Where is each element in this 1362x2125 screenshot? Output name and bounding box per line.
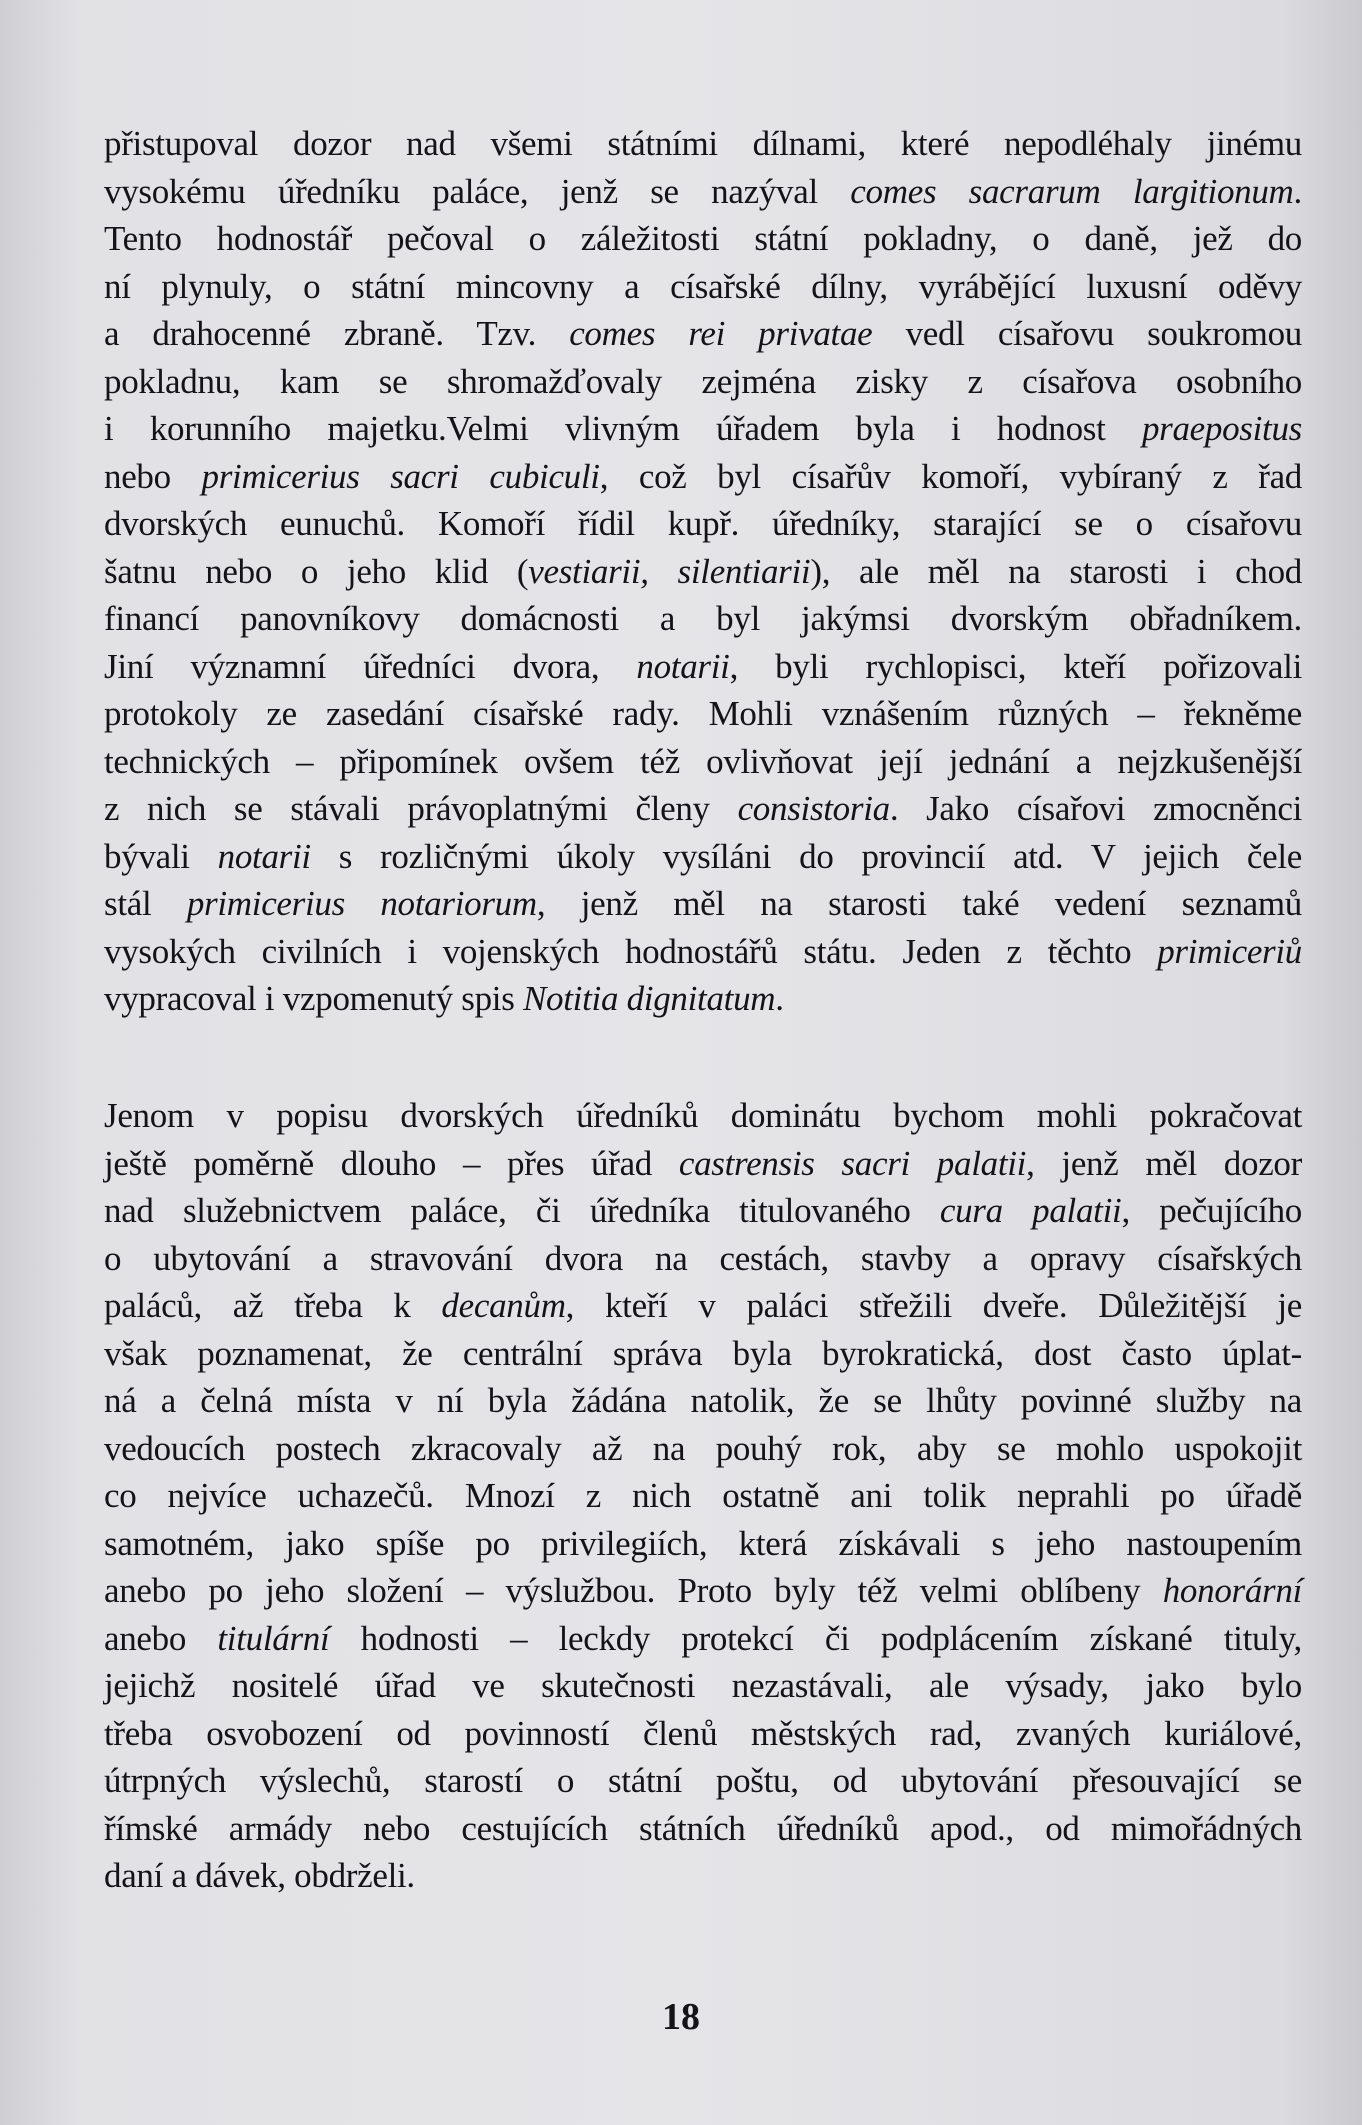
text-line [104,1092,1302,1140]
text-line [104,880,1302,928]
text-segment: pokladnu, kam se shromažďovaly zejména zisky z císařova osobního [104,361,1302,401]
text-segment: stál [104,884,187,923]
italic-term: Notitia dignitatum [523,979,776,1018]
text-segment: dvorských eunuchů. Komoří řídil kupř. úředníky, starající se o císařovu [104,504,1302,543]
text-line [104,310,1302,358]
italic-term: comes rei privatae [569,314,873,353]
text-segment: jejichž nositelé úřad ve skutečnosti nezastávali, ale výsady, jako bylo [104,1666,1302,1705]
italic-term: cura palatii [939,1191,1122,1230]
text-line [104,1187,1302,1235]
italic-term: titulární [217,1618,330,1658]
text-line [104,1425,1302,1473]
text-line [104,643,1302,691]
text-segment: římské armády nebo cestujících státních úředníků apod., od mimořádných [104,1808,1302,1848]
text-segment: z nich se stávali právoplatnými členy [104,789,738,828]
italic-term: castrensis sacri palatii [678,1143,1027,1183]
italic-term: decanům [441,1286,566,1325]
text-segment: šatnu nebo o jeho klid ( [104,551,529,591]
text-line [104,548,1302,596]
text-segment: vedoucích postech zkracovaly až na pouhý rok, aby se mohlo uspokojit [104,1428,1302,1468]
text-line [104,453,1302,501]
text-line [104,595,1302,643]
text-segment: technických – připomínek ovšem též ovlivňovat její jednání a nejzkušenější [104,741,1302,781]
text-line [104,1377,1302,1425]
italic-term: comes sacrarum largitionum [850,171,1294,211]
italic-term: primicerius sacri cubiculi [201,456,600,496]
text-segment: . [775,979,784,1018]
text-line [104,358,1302,406]
text-segment: ), ale měl na starosti i chod [810,551,1302,591]
page-number: 18 [662,1996,700,2038]
text-segment: Jiní významní úředníci dvora, [104,646,637,686]
text-line [104,1615,1302,1663]
text-segment: daní a dávek, obdrželi. [104,1856,415,1895]
text-segment: samotném, jako spíše po privilegiích, která získávali s jeho nastoupením [104,1523,1302,1563]
text-line [104,1757,1302,1805]
text-segment: třeba osvobození od povinností členů městských rad, zvaných kuriálové, [104,1713,1302,1753]
text-line [104,168,1302,216]
text-line [104,1235,1302,1283]
text-segment: o ubytování a stravování dvora na cestách, stavby a opravy císařských [104,1238,1302,1278]
text-segment: přistupoval dozor nad všemi státními dílnami, které nepodléhaly jinému [104,124,1302,163]
text-segment: i korunního majetku.Velmi vlivným úřadem byla i hodnost [104,409,1142,448]
text-line [104,975,1302,1023]
text-line [104,120,1302,168]
text-segment: ještě poměrně dlouho – přes úřad [104,1143,679,1183]
text-segment: , jenž měl dozor [1026,1143,1302,1183]
text-segment: hodnosti – leckdy protekcí či podplácením získané tituly, [329,1618,1302,1658]
italic-term: notarii [636,646,730,686]
text-line [104,1710,1302,1758]
text-line [104,263,1302,311]
text-segment: vysokých civilních i vojenských hodnostářů státu. Jeden z těchto [104,931,1158,971]
text-line [104,785,1302,833]
text-line [104,500,1302,548]
text-segment: . Jako císařovi zmocněnci [889,789,1302,828]
text-line [104,1662,1302,1710]
text-segment: Jenom v popisu dvorských úředníků dominátu bychom mohli pokračovat [104,1096,1302,1135]
italic-term: notarii [217,836,311,876]
text-segment: , což byl císařův komoří, vybíraný z řad [599,456,1303,496]
text-segment: vedl císařovu soukromou [872,314,1302,353]
text-segment: ní plynuly, o státní mincovny a císařské dílny, vyrábějící luxusní oděvy [104,266,1302,306]
text-line [104,215,1302,263]
text-line [104,1282,1302,1330]
text-segment: paláců, až třeba k [104,1286,442,1325]
text-line [104,1567,1302,1615]
text-segment: , pečujícího [1121,1191,1302,1230]
text-segment: anebo [104,1618,218,1658]
text-line [104,690,1302,738]
text-segment: co nejvíce uchazečů. Mnozí z nich ostatně ani tolik neprahli po úřadě [104,1476,1302,1515]
text-segment: ná a čelná místa v ní byla žádána natolik, že se lhůty povinné služby na [104,1381,1302,1420]
text-line [104,928,1302,976]
text-segment: anebo po jeho složení – výslužbou. Proto byly též velmi oblíbeny [104,1571,1163,1610]
italic-term: consistoria [737,789,890,828]
italic-term: primiceriů [1157,931,1302,971]
text-line [104,1520,1302,1568]
paragraph [104,1092,1302,1900]
text-segment: , kteří v paláci střežili dveře. Důležitější je [565,1286,1303,1325]
text-segment: nebo [104,456,202,496]
text-segment: s rozličnými úkoly vysíláni do provincií atd. V jejich čele [310,836,1302,876]
text-segment: . [1293,171,1302,211]
text-segment: útrpných výslechů, starostí o státní poštu, od ubytování přesouvající se [104,1761,1302,1800]
text-line [104,1852,1302,1900]
text-line [104,738,1302,786]
text-line [104,1805,1302,1853]
text-segment: však poznamenat, že centrální správa byla byrokratická, dost často úplat- [104,1333,1302,1373]
text-segment: vypracoval i vzpomenutý spis [104,979,523,1018]
text-line [104,1472,1302,1520]
text-line [104,833,1302,881]
text-segment: Tento hodnostář pečoval o záležitosti státní pokladny, o daně, jež do [104,219,1302,258]
italic-term: honorární [1162,1571,1302,1610]
text-segment: a drahocenné zbraně. Tzv. [104,314,570,353]
text-line [104,1330,1302,1378]
text-segment: , byli rychlopisci, kteří pořizovali [729,646,1303,686]
text-segment: vysokému úředníku paláce, jenž se nazýval [104,171,851,211]
text-segment: bývali [104,836,218,876]
paragraph [104,120,1302,1023]
text-segment: protokoly ze zasedání císařské rady. Mohli vznášením různých – řekněme [104,694,1302,733]
text-segment: , jenž měl na starosti také vedení seznamů [536,884,1303,923]
text-segment: financí panovníkovy domácnosti a byl jakýmsi dvorským obřadníkem. [104,599,1302,638]
text-segment: nad služebnictvem paláce, či úředníka titulovaného [104,1191,940,1230]
italic-term: vestiarii, silentiarii [528,551,811,591]
text-line [104,1140,1302,1188]
italic-term: primicerius notariorum [186,884,537,923]
text-line [104,405,1302,453]
italic-term: praepositus [1141,409,1302,448]
